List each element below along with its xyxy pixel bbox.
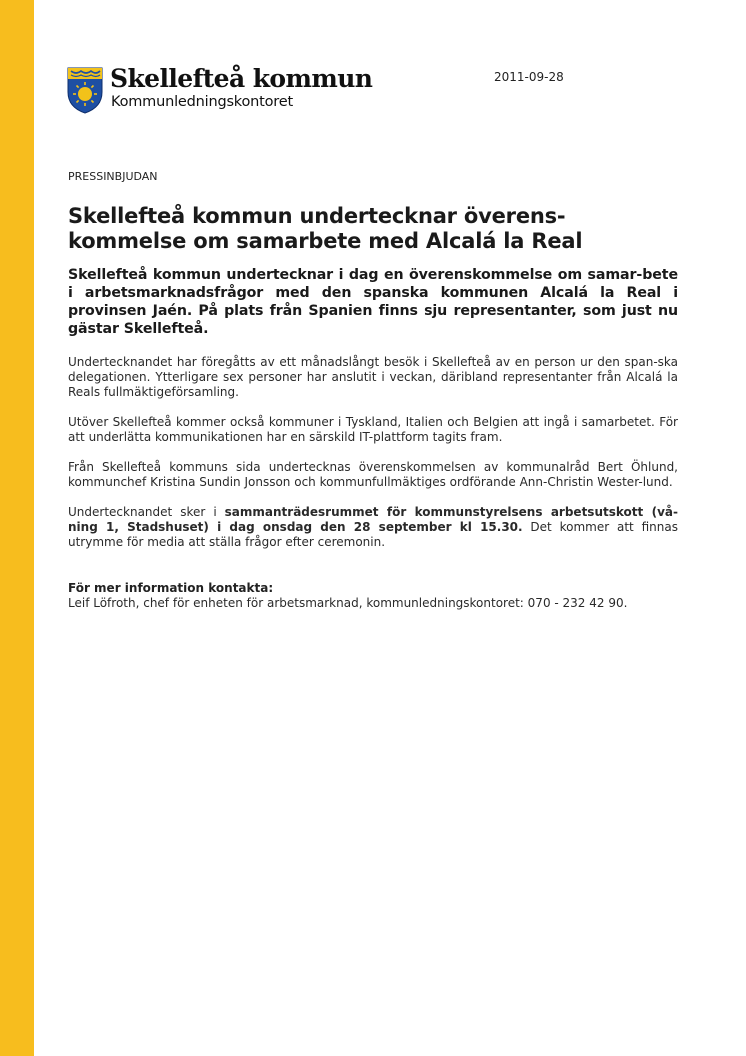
contact-details: Leif Löfroth, chef för enheten för arbetsmarknad, kommunledningskontoret: 070 - 232 42 90.	[68, 596, 628, 610]
department-name: Kommunledningskontoret	[111, 94, 293, 110]
body-paragraph-2: Utöver Skellefteå kommer också kommuner i Tyskland, Italien och Belgien att ingå i samarbetet. För att underlätta kommunikationen har en särskild IT-plattform tagits fram.	[68, 415, 678, 444]
para4-intro: Undertecknandet sker i	[68, 505, 225, 519]
contact-heading: För mer information kontakta:	[68, 581, 274, 595]
document-body	[68, 170, 678, 611]
headline-line-1: Skellefteå kommun undertecknar överens-	[68, 204, 566, 228]
para4-outro: Det kommer att finnas utrymme för media att ställa frågor efter ceremonin.	[68, 520, 678, 549]
headline	[68, 204, 678, 254]
document-date: 2011-09-28	[494, 70, 564, 84]
logo	[66, 64, 373, 116]
body-paragraph-1: Undertecknandet har föregåtts av ett månadslångt besök i Skellefteå av en person ur den span-ska delegationen. Ytterligare sex personer har anslutit i veckan, däribland representanter från Alcalá la Reals fullmäktigeförsamling.	[68, 355, 678, 399]
lead-paragraph: Skellefteå kommun undertecknar i dag en överenskommelse om samar-bete i arbetsmarknadsfrågor med den spanska kommunen Alcalá la Real i provinsen Jaén. På plats från Spanien finns sju representanter, som just nu gästar Skellefteå.	[68, 267, 678, 337]
document-type: PRESSINBJUDAN	[68, 170, 158, 183]
para4-location: sammanträdesrummet för kommunstyrelsens arbetsutskott (vå-ning 1, Stadshuset) i dag onsdag den 28 september kl 15.30.	[68, 505, 678, 534]
municipal-coat-of-arms-icon	[66, 66, 104, 114]
body-paragraph-4	[68, 505, 678, 550]
headline-line-2: kommelse om samarbete med Alcalá la Real	[68, 229, 583, 253]
side-stripe	[0, 0, 34, 1056]
body-paragraph-3: Från Skellefteå kommuns sida undertecknas överenskommelsen av kommunalråd Bert Öhlund, kommunchef Kristina Sundin Jonsson och kommunfullmäktiges ordförande Ann-Christin Wester-lund.	[68, 460, 678, 489]
org-name: Skellefteå kommun	[110, 64, 373, 93]
